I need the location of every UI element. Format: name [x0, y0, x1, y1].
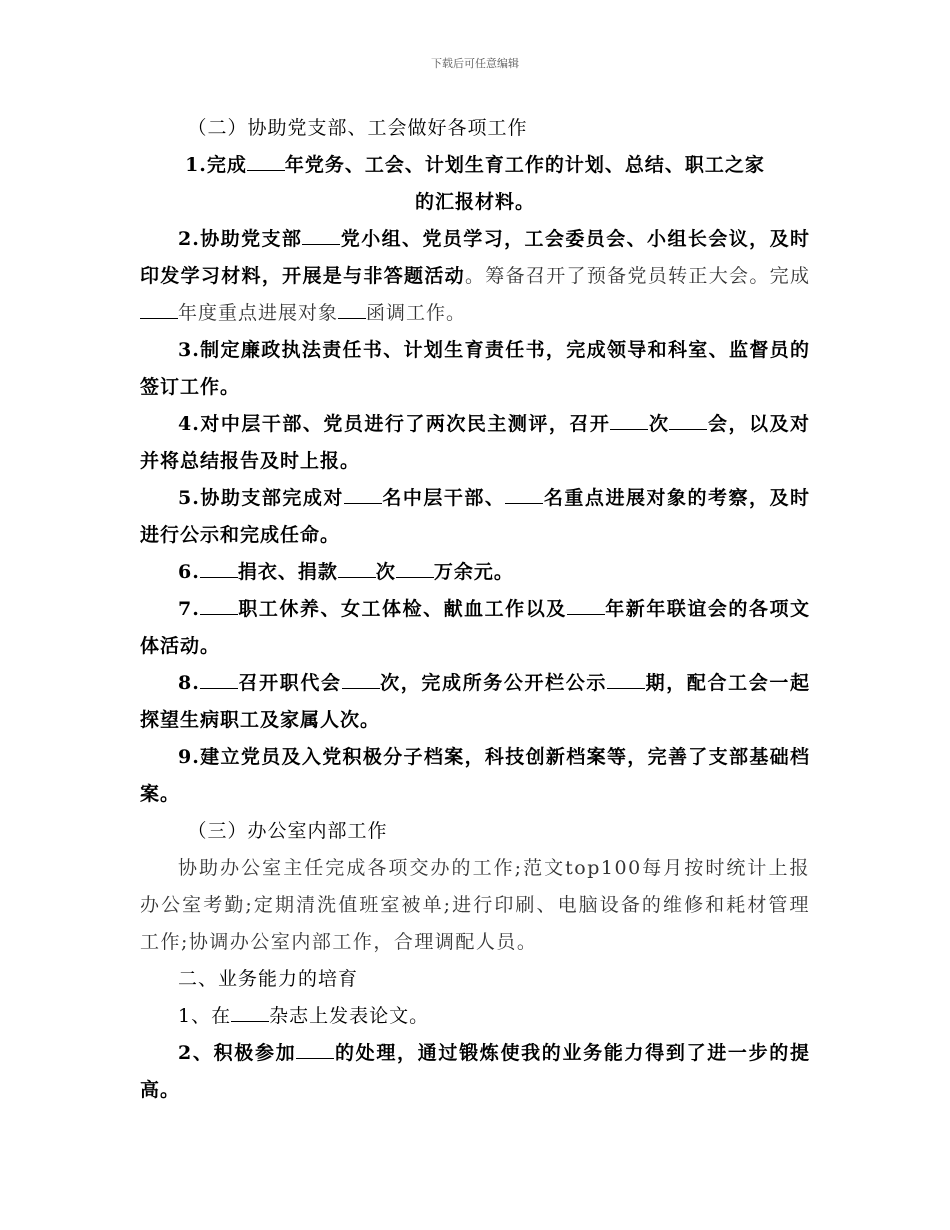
section-heading-2: （二）协助党支部、工会做好各项工作: [187, 117, 528, 139]
part-2-heading: 二、业务能力的培育: [178, 968, 359, 990]
document-body: [140, 110, 810, 1109]
part-2-item-1: 1、在 杂志上发表论文。: [178, 1005, 430, 1027]
item-9: 9.建立党员及入党积极分子档案，科技创新档案等，完善了支部基础档案。: [140, 746, 810, 805]
item-8: 8. 召开职代会 次，完成所务公开栏公示 期，配合工会一起探望生病职工及家属人次。: [140, 672, 810, 731]
item-5: 5.协助支部完成对 名中层干部、 名重点进展对象的考察，及时进行公示和完成任命。: [140, 487, 810, 546]
section-3-body: 协助办公室主任完成各项交办的工作;范文top100每月按时统计上报办公室考勤;定期清洗值班室被单;进行印刷、电脑设备的维修和耗材管理工作;协调办公室内部工作，合理调配人员。: [140, 857, 810, 953]
page-header: 下载后可任意编辑: [431, 57, 519, 70]
part-2-item-2: 2、积极参加 的处理，通过锻炼使我的业务能力得到了进一步的提高。: [140, 1042, 810, 1101]
item-3: 3.制定廉政执法责任书、计划生育责任书，完成领导和科室、监督员的签订工作。: [140, 339, 810, 398]
item-4: 4.对中层干部、党员进行了两次民主测评，召开 次 会，以及对并将总结报告及时上报。: [140, 413, 810, 472]
item-6: 6. 捐衣、捐款 次 万余元。: [178, 561, 514, 583]
item-2: 2.协助党支部 党小组、党员学习，工会委员会、小组长会议，及时印发学习材料，开展是与非答题活动。筹备召开了预备党员转正大会。完成年度重点进展对象 函调工作。: [140, 228, 810, 324]
item-7: 7. 职工休养、女工体检、献血工作以及 年新年联谊会的各项文体活动。: [140, 598, 810, 657]
section-heading-3: （三）办公室内部工作: [187, 820, 388, 842]
item-1: 1.完成 年党务、工会、计划生育工作的计划、总结、职工之家 的汇报材料。: [185, 154, 765, 213]
